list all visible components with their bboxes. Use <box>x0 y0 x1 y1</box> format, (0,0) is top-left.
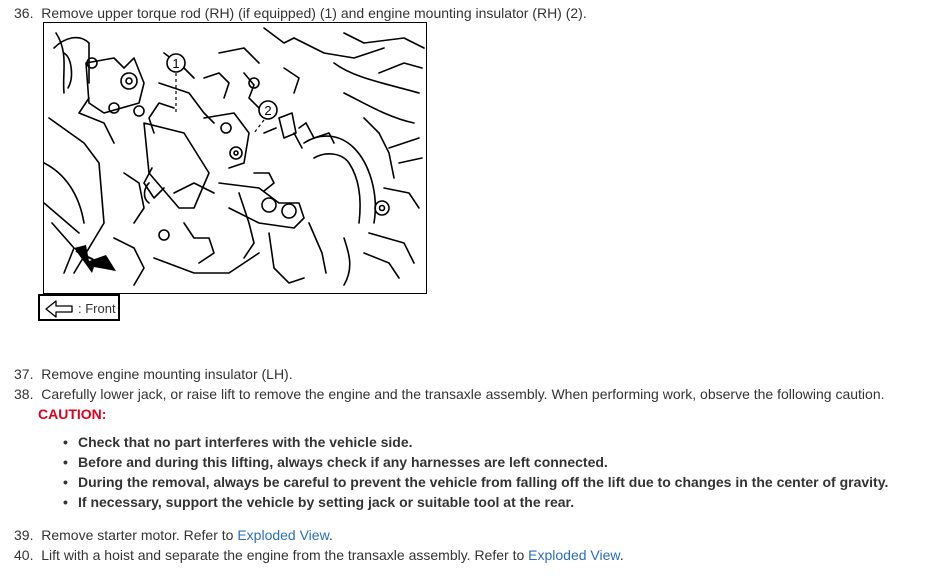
front-direction-arrow <box>74 245 116 273</box>
step-37 <box>14 365 293 383</box>
callout-1 <box>167 54 185 72</box>
step-39 <box>14 526 333 544</box>
step-36 <box>14 4 587 22</box>
caution-heading: CAUTION: <box>38 406 107 422</box>
step-tail: . <box>328 527 333 543</box>
exploded-view-link[interactable]: Exploded View <box>528 547 620 563</box>
svg-text:1: 1 <box>172 56 180 71</box>
front-arrow-icon <box>44 299 74 319</box>
step-text: Lift with a hoist and separate the engine from the transaxle assembly. Refer to <box>41 547 529 563</box>
step-40 <box>14 546 624 564</box>
exploded-view-link[interactable]: Exploded View <box>237 527 329 543</box>
step-text: Remove engine mounting insulator (LH). <box>41 366 293 382</box>
step-number: 39. <box>14 527 38 543</box>
front-legend <box>38 294 120 321</box>
caution-item: • Before and during this lifting, always check if any harnesses are left connected. <box>60 452 888 472</box>
step-number: 37. <box>14 366 38 382</box>
step-text: Carefully lower jack, or raise lift to remove the engine and the transaxle assembly. When performing work, observe the following caution. <box>41 386 885 402</box>
step-number: 40. <box>14 547 38 563</box>
step-text: Remove upper torque rod (RH) (if equipped) (1) and engine mounting insulator (RH) (2). <box>41 5 587 21</box>
step-number: 36. <box>14 5 38 21</box>
caution-list <box>60 432 888 512</box>
caution-item: • Check that no part interferes with the vehicle side. <box>60 432 888 452</box>
callout-2 <box>259 101 277 119</box>
svg-text:2: 2 <box>264 103 272 118</box>
caution-item: • During the removal, always be careful to prevent the vehicle from falling off the lift due to changes in the center of gravity. <box>60 472 888 492</box>
step-number: 38. <box>14 386 38 402</box>
step-tail: . <box>619 547 624 563</box>
step-38 <box>14 385 885 403</box>
step-text: Remove starter motor. Refer to <box>41 527 238 543</box>
engine-mount-illustration <box>43 22 427 294</box>
caution-item: • If necessary, support the vehicle by setting jack or suitable tool at the rear. <box>60 492 888 512</box>
engine-line-drawing <box>44 23 426 293</box>
legend-label: : Front <box>78 301 116 316</box>
